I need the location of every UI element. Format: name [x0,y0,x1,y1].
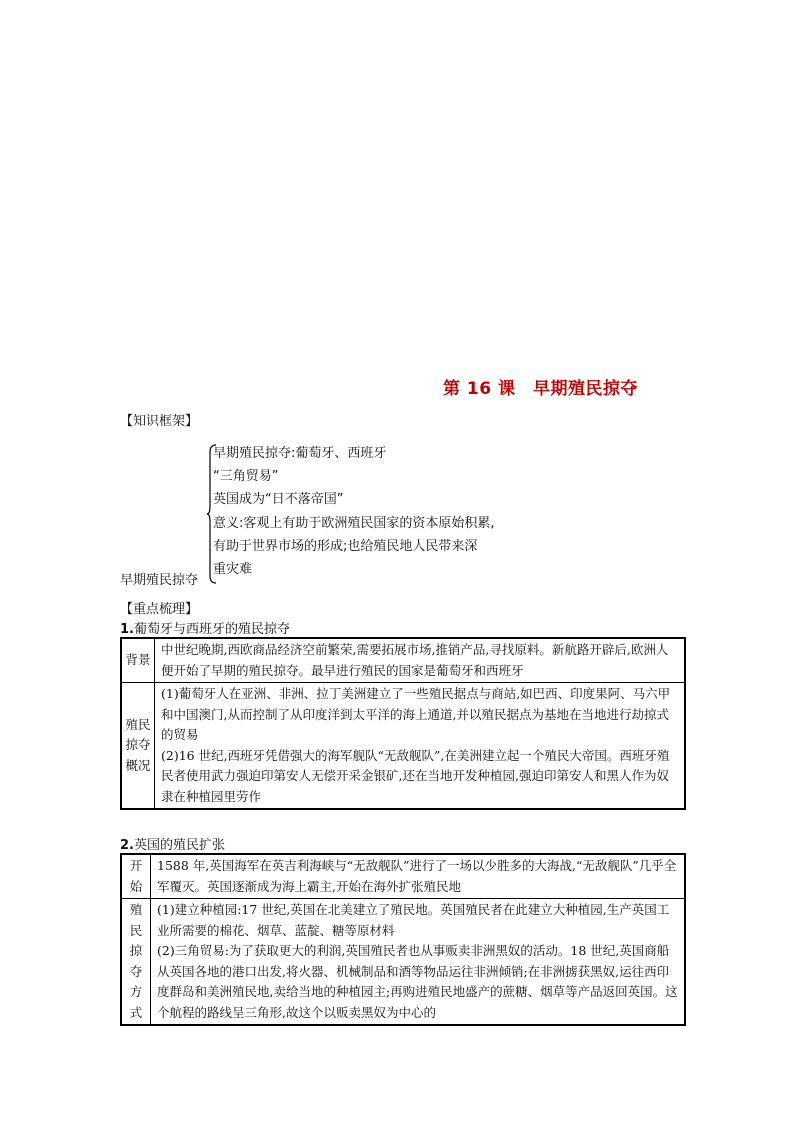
row-body [151,854,686,899]
key-points-label: 【重点梳理】 [120,602,199,617]
section-number: 2. [120,838,134,853]
row-body [155,638,686,683]
table-row [121,638,685,683]
framework-item: 早期殖民掠夺:葡萄牙、西班牙 [213,446,387,461]
framework-item: 英国成为“日不落帝国” [213,492,344,508]
row-text: (1)建立种植园:17 世纪,英国在北美建立了殖民地。英国殖民者在此建立大种植园,生产英国工业所需要的棉花、烟草、蓝靛、糖等原材料 [157,902,670,938]
knowledge-framework [120,438,540,588]
row-text: (2)三角贸易:为了获取更大的利润,英国殖民者也从事贩卖非洲黑奴的活动。18 世纪,英国商船从英国各地的港口出发,将火器、机械制品和酒等物品运往非洲倾销;在非洲掳获黑奴,运往西印度群岛和美洲殖民地,卖给当地的种植园主;再购进殖民地盛产的蔗糖、烟草等产品返回英国。这个航程的路线呈三角形,故这个以贩卖黑奴为中心的 [157,943,678,1020]
row-head-text: 开始 [129,858,143,894]
row-head-text: 殖民掠夺方式 [129,902,143,1020]
row-head-text: 背景 [125,652,151,668]
row-text: (1)葡萄牙人在亚洲、非洲、拉丁美洲建立了一些殖民据点与商站,如巴西、印度果阿、马六甲和中国澳门,从而控制了从印度洋到太平洋的海上通道,并以殖民据点为基地在当地进行劫掠式的贸易 [161,686,671,742]
framework-root: 早期殖民掠夺 [120,573,199,588]
section-number: 1. [120,622,134,637]
row-text: 中世纪晚期,西欧商品经济空前繁荣,需要拓展市场,推销产品,寻找原料。新航路开辟后,欧洲人便开始了早期的殖民掠夺。最早进行殖民的国家是葡萄牙和西班牙 [161,642,669,678]
row-text: 1588 年,英国海军在英吉利海峡与“无敌舰队”进行了一场以少胜多的大海战,“无敌舰队”几乎全军覆灭。英国逐渐成为海上霸主,开始在海外扩张殖民地 [157,858,677,894]
section-heading-1 [120,618,290,637]
table-row [121,854,685,899]
section-title: 葡萄牙与西班牙的殖民掠夺 [133,622,290,637]
framework-item: 意义:客观上有助于欧洲殖民国家的资本原始积累, [213,515,495,531]
row-head [121,854,151,899]
table-row [121,683,685,810]
row-head [121,638,155,683]
table-row [121,899,685,1026]
row-body [155,683,686,810]
framework-items [213,442,495,581]
row-body [151,899,686,1026]
section-title: 英国的殖民扩张 [133,838,225,853]
row-head [121,683,155,810]
table-britain [120,853,686,1026]
framework-item: 有助于世界市场的形成;也给殖民地人民带来深 [213,538,478,554]
framework-label: 【知识框架】 [120,414,199,429]
row-head-text: 殖民掠夺概况 [125,716,151,773]
table-portugal-spain [120,637,686,810]
section-heading-2 [120,834,225,853]
framework-item: 重灾难 [213,562,253,578]
lesson-title: 第 16 课 早期殖民掠夺 [443,379,638,399]
row-head [121,899,151,1026]
row-text: (2)16 世纪,西班牙凭借强大的海军舰队“无敌舰队”,在美洲建立起一个殖民大帝国。西班牙殖民者使用武力强迫印第安人无偿开采金银矿,还在当地开发种植园,强迫印第安人和黑人作为奴隶在种植园里劳作 [161,747,670,804]
framework-item: “三角贸易” [213,469,279,485]
